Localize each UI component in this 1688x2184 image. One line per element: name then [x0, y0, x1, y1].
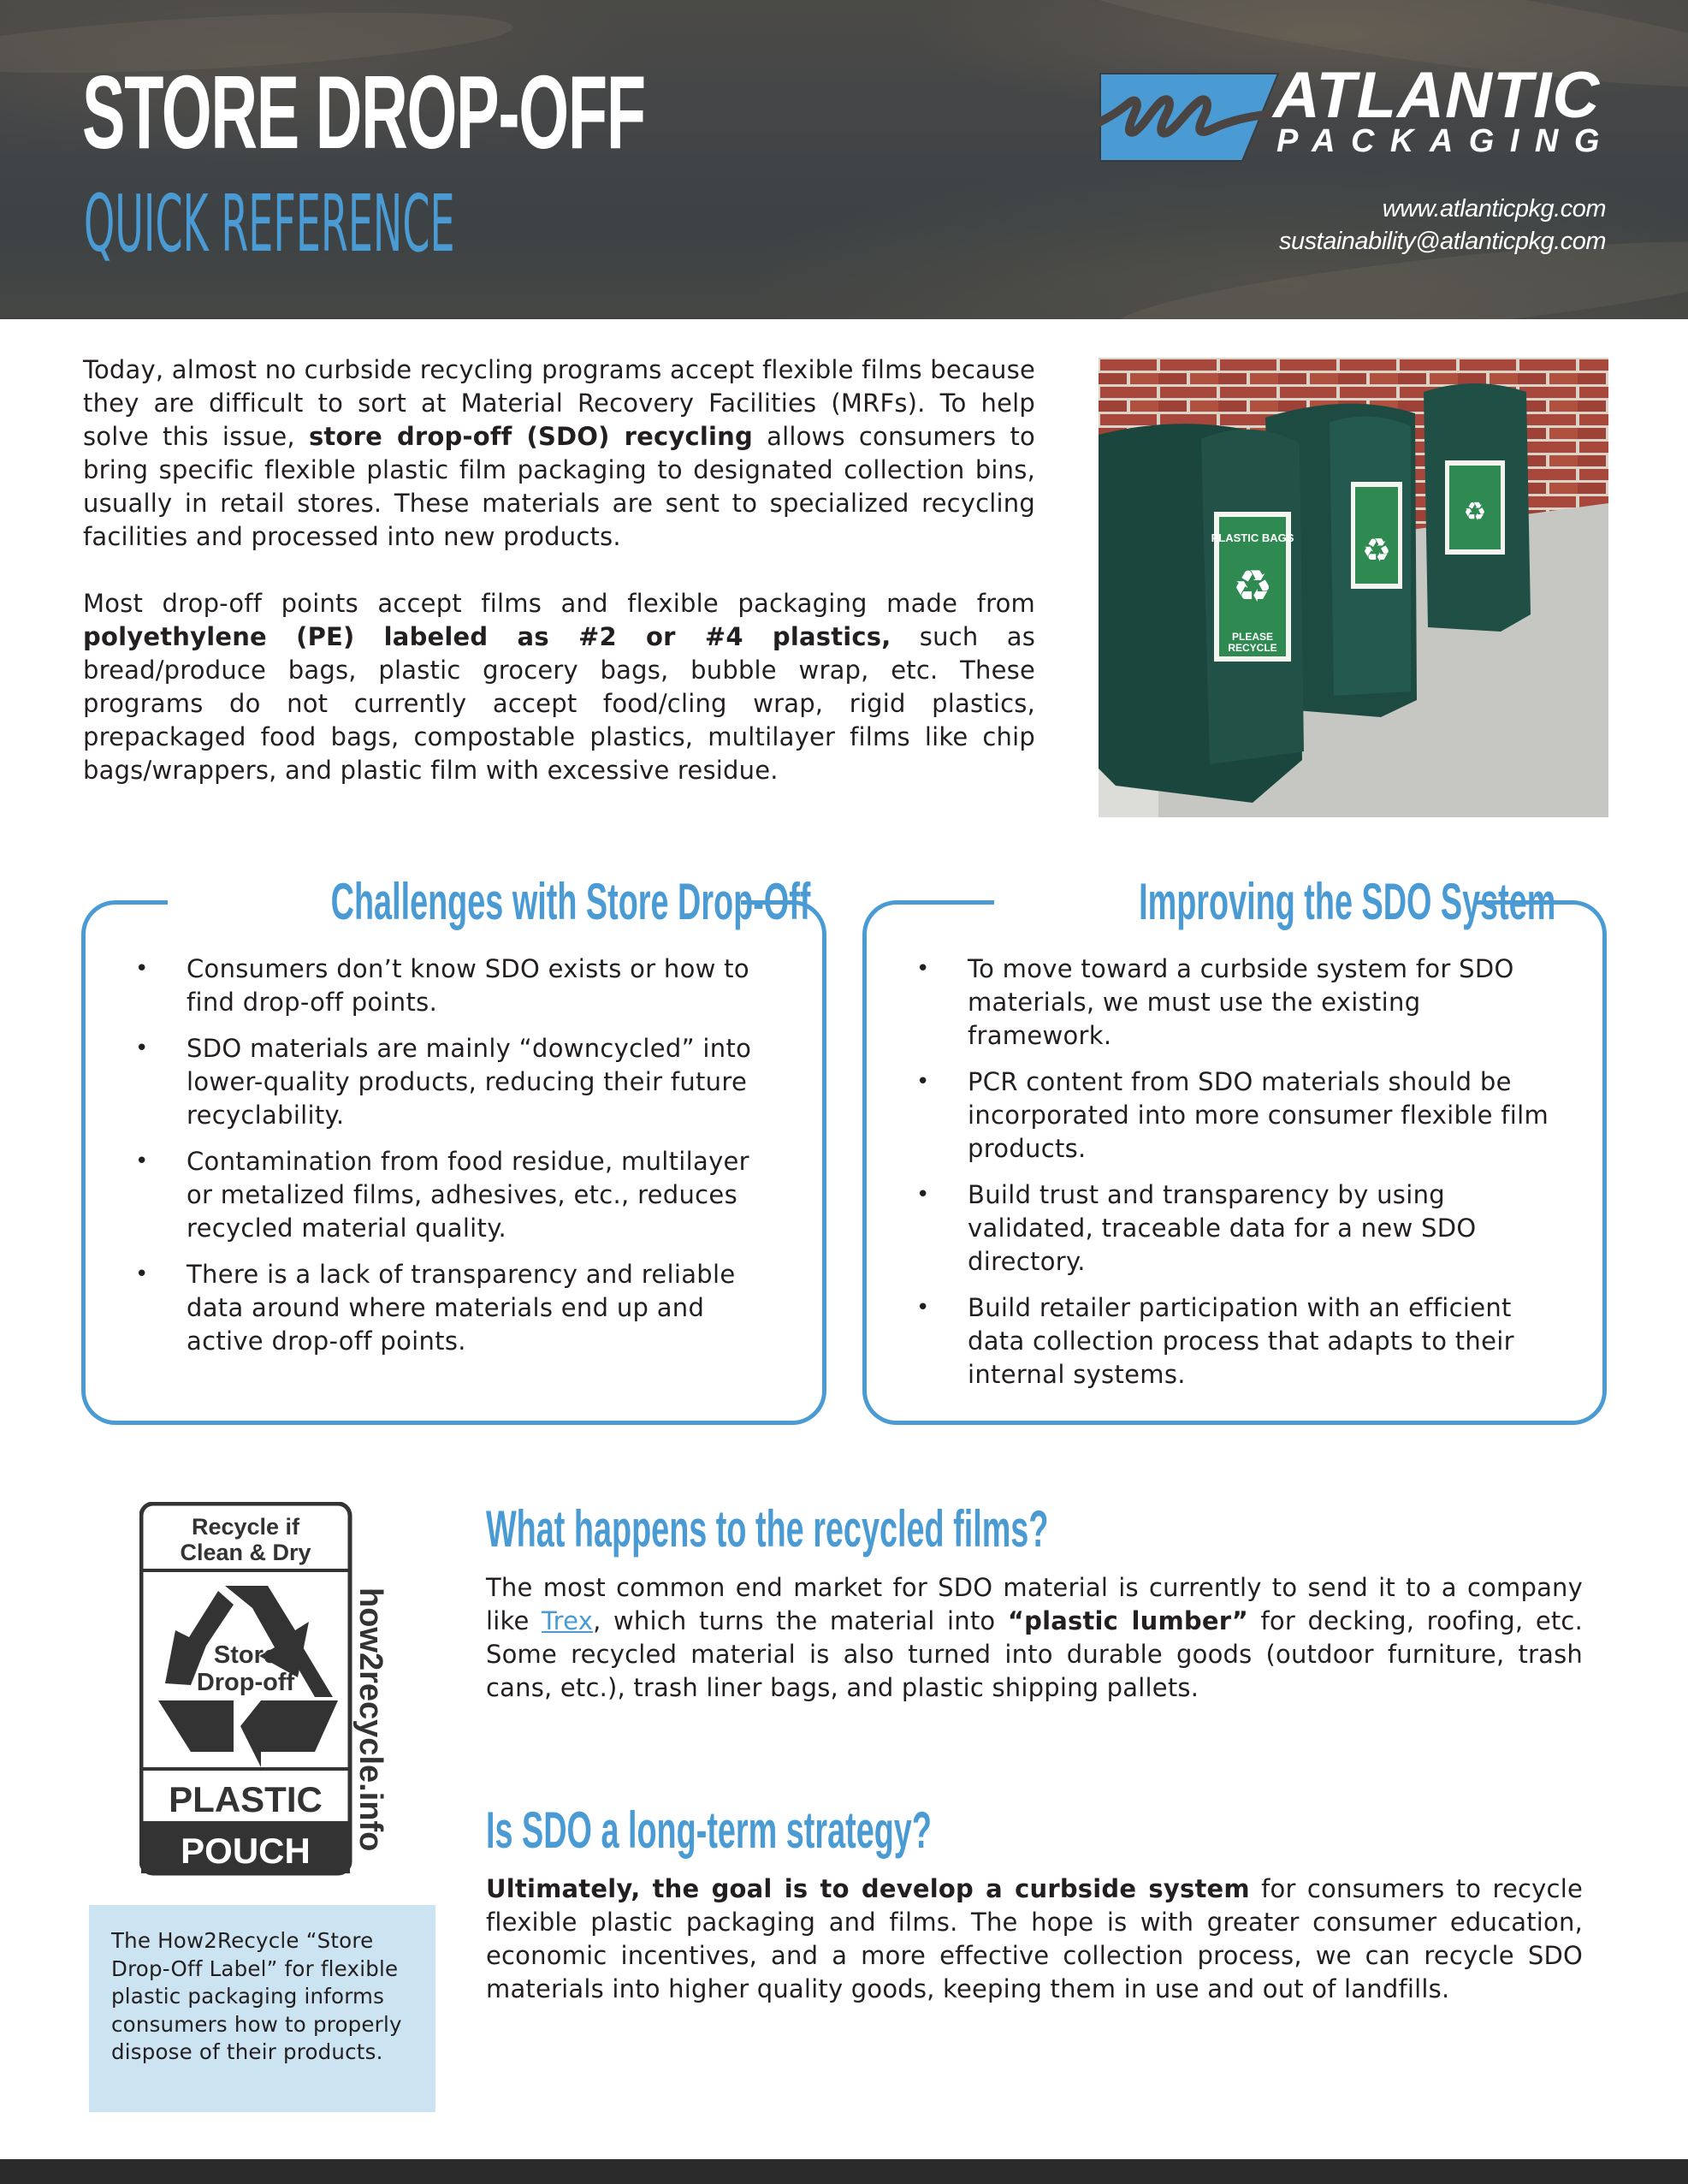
- list-item-text: To move toward a curbside system for SDO materials, we must use the existing framework.: [968, 954, 1514, 1050]
- list-item-text: There is a lack of transparency and reliable data around where materials end up and active drop-off points.: [187, 1260, 736, 1356]
- list-item-text: Consumers don’t know SDO exists or how to find drop-off points.: [187, 954, 749, 1017]
- list-item: [916, 1065, 1560, 1166]
- bin-label-text: RECYCLE: [1228, 642, 1277, 654]
- intro-p2-text-end: such as bread/produce bags, plastic grocery bags, bubble wrap, etc. These programs do not currently accept food/cling wrap, rigid plastics, prepackaged food bags, compostable plastics, multilayer films like chip bags/wrappers, and plastic film with excessive residue.: [83, 622, 1036, 785]
- list-item-text: PCR content from SDO materials should be incorporated into more consumer flexible film products.: [968, 1067, 1549, 1163]
- intro-p1-text-end: allows consumers to bring specific flexible plastic film packaging to designated collection bins, usually in retail stores. These materials are sent to specialized recycling facilities and processed into new products.: [83, 422, 1035, 551]
- page-title: STORE DROP-OFF: [82, 54, 645, 170]
- recycling-bins-illustration: [1099, 358, 1608, 817]
- strategy-text: for consumers to recycle flexible plastic packaging and films. The hope is with greater consumer education, economic incentives, and a more effective collection process, we can recycle SDO materials into higher quality goods, keeping them in use and out of landfills.: [486, 1874, 1583, 2003]
- label-material-1: PLASTIC: [169, 1779, 323, 1819]
- long-term-strategy-heading: Is SDO a long-term strategy?: [486, 1801, 932, 1859]
- bin-label-text: PLASTIC BAGS: [1211, 531, 1294, 544]
- list-item: [135, 1032, 779, 1132]
- bullet-icon: •: [135, 1261, 149, 1287]
- recycling-bins-photo: [1099, 358, 1608, 817]
- label-top-text-2: Clean & Dry: [180, 1540, 311, 1565]
- long-term-strategy-section: [486, 1801, 1583, 2006]
- intro-p1-bold: store drop-off (SDO) recycling: [308, 422, 753, 451]
- intro-paragraph-1: [83, 353, 1035, 554]
- logo-wordmark-atlantic: ATLANTIC: [1273, 59, 1601, 132]
- improving-heading-text: Improving the SDO System: [1139, 873, 1556, 930]
- improving-list: [916, 953, 1560, 1404]
- how2recycle-label: [139, 1502, 396, 1878]
- email-link[interactable]: sustainability@atlanticpkg.com: [1279, 228, 1606, 255]
- films-text-end: for decking, roofing, etc. Some recycled material is also turned into durable goods (outdoor furniture, trash cans, etc.), trash liner bags, and plastic shipping pallets.: [486, 1606, 1583, 1702]
- intro-paragraph-2: [83, 587, 1035, 787]
- list-item: [916, 1291, 1560, 1392]
- challenges-heading-text: Challenges with Store Drop-Off: [330, 873, 810, 930]
- atlantic-wave-logo-icon: [1097, 72, 1281, 163]
- atlantic-packaging-logo: [1097, 59, 1615, 164]
- challenges-list: [135, 953, 779, 1371]
- long-term-strategy-body: [486, 1872, 1583, 2006]
- improving-heading: [994, 872, 1556, 932]
- challenges-box: [81, 873, 826, 1425]
- recycle-icon: ♻: [1463, 497, 1487, 527]
- intro-text: [83, 353, 1035, 821]
- bullet-icon: •: [135, 1036, 149, 1061]
- label-center-text-2: Drop-off: [196, 1669, 295, 1696]
- list-item-text: Build trust and transparency by using validated, traceable data for a new SDO directory.: [968, 1180, 1477, 1276]
- header-banner: [0, 0, 1688, 319]
- films-text: The most common end market for SDO material is currently to send it to a company like: [486, 1573, 1583, 1635]
- bullet-icon: •: [916, 1069, 930, 1095]
- label-side-text: how2recycle.info: [352, 1588, 388, 1852]
- label-material-2: POUCH: [181, 1831, 311, 1871]
- recycle-icon: ♻: [1361, 531, 1392, 569]
- list-item: [916, 1178, 1560, 1279]
- list-item: [135, 1145, 779, 1245]
- list-item: [916, 953, 1560, 1053]
- bullet-icon: •: [135, 1148, 149, 1174]
- films-bold: “plastic lumber”: [1007, 1606, 1248, 1635]
- intro-p2-bold: polyethylene (PE) labeled as #2 or #4 plastics,: [83, 622, 891, 651]
- label-caption: The How2Recycle “Store Drop-Off Label” for flexible plastic packaging informs consumers how to properly dispose of their products.: [89, 1905, 435, 2112]
- label-center-text-1: Store: [213, 1641, 278, 1669]
- website-link[interactable]: www.atlanticpkg.com: [1382, 195, 1606, 223]
- bullet-icon: •: [135, 956, 149, 982]
- recycle-icon: ♻: [1232, 561, 1273, 613]
- list-item-text: SDO materials are mainly “downcycled” into lower-quality products, reducing their future recyclability.: [187, 1034, 752, 1130]
- store-drop-off-label-graphic: [139, 1502, 396, 1878]
- recycled-films-body: [486, 1571, 1583, 1705]
- challenges-heading: [168, 872, 810, 932]
- films-text-mid: , which turns the material into: [593, 1606, 1008, 1635]
- list-item: [135, 1258, 779, 1358]
- page-subtitle: QUICK REFERENCE: [84, 178, 455, 270]
- footer-bar: [0, 2159, 1688, 2184]
- intro-p2-text: Most drop-off points accept films and flexible packaging made from: [83, 589, 1035, 618]
- recycled-films-section: [486, 1499, 1583, 1705]
- recycled-films-heading: What happens to the recycled films?: [486, 1500, 1049, 1558]
- label-top-text-1: Recycle if: [191, 1514, 300, 1540]
- logo-wordmark-packaging: PACKAGING: [1276, 123, 1615, 159]
- improving-box: [862, 873, 1607, 1425]
- bullet-icon: •: [916, 956, 930, 982]
- bin-label-text: PLEASE: [1231, 631, 1274, 643]
- list-item-text: Build retailer participation with an efficient data collection process that adapts to their internal systems.: [968, 1293, 1514, 1389]
- bullet-icon: •: [916, 1182, 930, 1208]
- strategy-bold: Ultimately, the goal is to develop a curbside system: [486, 1874, 1250, 1903]
- bullet-icon: •: [916, 1295, 930, 1320]
- intro-p1-text: Today, almost no curbside recycling programs accept flexible films because they are difficult to sort at Material Recovery Facilities (MRFs). To help solve this issue,: [83, 355, 1035, 451]
- trex-link[interactable]: Trex: [542, 1606, 594, 1635]
- list-item: [135, 953, 779, 1019]
- list-item-text: Contamination from food residue, multilayer or metalized films, adhesives, etc., reduces recycled material quality.: [187, 1147, 749, 1243]
